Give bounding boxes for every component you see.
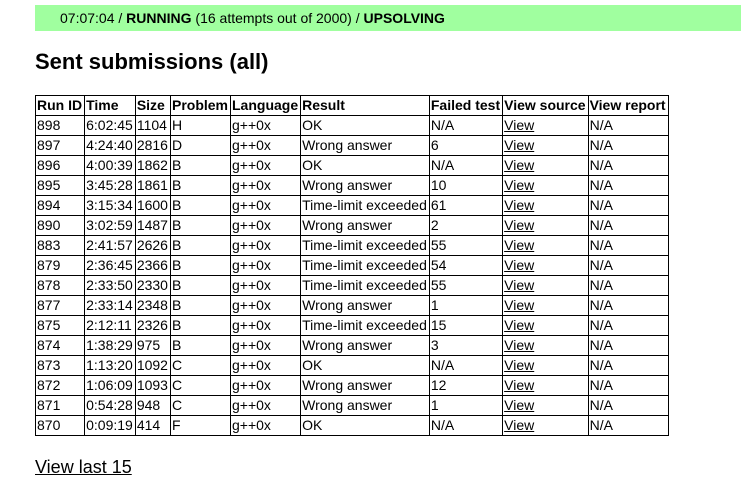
view-source-link[interactable]: View [504,157,535,173]
time-cell: 4:24:40 [85,136,136,156]
size-cell: 1487 [135,216,170,236]
size-header: Size [135,96,170,116]
run-id-cell: 874 [36,336,85,356]
view-source-cell [503,156,588,176]
table-row [36,196,669,216]
view-source-link[interactable]: View [504,277,535,293]
language-cell: g++0x [231,216,301,236]
result-header: Result [301,96,430,116]
page-title: Sent submissions (all) [35,49,269,74]
table-row [36,116,669,136]
time-header: Time [85,96,136,116]
table-row [36,216,669,236]
language-cell: g++0x [231,156,301,176]
language-cell: g++0x [231,276,301,296]
problem-cell: C [170,396,230,416]
size-cell: 1861 [135,176,170,196]
language-cell: g++0x [231,196,301,216]
result-cell: Wrong answer [301,336,430,356]
failed-test-cell: N/A [429,116,502,136]
problem-cell: B [170,296,230,316]
result-cell: Wrong answer [301,376,430,396]
problem-cell: B [170,236,230,256]
table-row [36,376,669,396]
size-cell: 414 [135,416,170,436]
problem-cell: B [170,336,230,356]
view-source-link[interactable]: View [504,417,535,433]
submissions-table [35,95,669,436]
view-source-link[interactable]: View [504,177,535,193]
view-report-cell: N/A [588,416,668,436]
view-source-link[interactable]: View [504,117,535,133]
result-cell: Time-limit exceeded [301,316,430,336]
view-source-cell [503,276,588,296]
size-cell: 1092 [135,356,170,376]
result-cell: OK [301,356,430,376]
view-source-link[interactable]: View [504,137,535,153]
language-cell: g++0x [231,336,301,356]
view-source-cell [503,196,588,216]
time-cell: 2:12:11 [85,316,136,336]
view-source-cell [503,176,588,196]
time-cell: 1:38:29 [85,336,136,356]
size-cell: 2366 [135,256,170,276]
result-cell: Time-limit exceeded [301,276,430,296]
view-source-link[interactable]: View [504,337,535,353]
view-report-cell: N/A [588,116,668,136]
view-report-cell: N/A [588,236,668,256]
size-cell: 2348 [135,296,170,316]
view-source-link[interactable]: View [504,217,535,233]
failed-test-cell: 15 [429,316,502,336]
failed-test-cell: N/A [429,356,502,376]
attempts-info: (16 attempts out of 2000) / [191,10,364,26]
problem-cell: D [170,136,230,156]
view-source-cell [503,296,588,316]
contest-state: RUNNING [126,10,192,26]
problem-cell: B [170,156,230,176]
problem-cell: F [170,416,230,436]
language-cell: g++0x [231,316,301,336]
size-cell: 2626 [135,236,170,256]
view-source-link[interactable]: View [504,377,535,393]
failed-test-cell: N/A [429,416,502,436]
view-report-cell: N/A [588,356,668,376]
run-id-cell: 898 [36,116,85,136]
result-cell: Wrong answer [301,396,430,416]
view-source-link[interactable]: View [504,397,535,413]
run-id-cell: 870 [36,416,85,436]
table-row [36,396,669,416]
table-row [36,356,669,376]
failed-test-cell: 1 [429,296,502,316]
run-id-cell: 871 [36,396,85,416]
run-id-cell: 896 [36,156,85,176]
failed-test-cell: 10 [429,176,502,196]
view-report-cell: N/A [588,316,668,336]
language-header: Language [231,96,301,116]
time-cell: 3:45:28 [85,176,136,196]
view-report-cell: N/A [588,136,668,156]
view-source-cell [503,236,588,256]
run-id-cell: 890 [36,216,85,236]
problem-cell: B [170,256,230,276]
failed-test-cell: 54 [429,256,502,276]
size-cell: 975 [135,336,170,356]
language-cell: g++0x [231,116,301,136]
view-report-cell: N/A [588,216,668,236]
problem-cell: B [170,316,230,336]
run-id-cell: 895 [36,176,85,196]
language-cell: g++0x [231,176,301,196]
problem-cell: C [170,376,230,396]
server-time: 07:07:04 [60,10,115,26]
result-cell: OK [301,416,430,436]
run-id-cell: 897 [36,136,85,156]
result-cell: Time-limit exceeded [301,236,430,256]
failed-test-cell: N/A [429,156,502,176]
language-cell: g++0x [231,236,301,256]
result-cell: Wrong answer [301,176,430,196]
failed-test-cell: 1 [429,396,502,416]
problem-cell: B [170,196,230,216]
time-cell: 1:06:09 [85,376,136,396]
table-header-row [36,96,669,116]
view-source-cell [503,216,588,236]
view-report-cell: N/A [588,176,668,196]
view-report-cell: N/A [588,156,668,176]
status-separator: / [114,10,127,26]
run-id-cell: 873 [36,356,85,376]
size-cell: 2326 [135,316,170,336]
failed-test-cell: 55 [429,276,502,296]
language-cell: g++0x [231,416,301,436]
failed-test-cell: 6 [429,136,502,156]
run-id-cell: 877 [36,296,85,316]
table-row [36,276,669,296]
run-id-cell: 879 [36,256,85,276]
table-row [36,316,669,336]
result-cell: OK [301,116,430,136]
contest-mode: UPSOLVING [363,10,445,26]
problem-cell: B [170,176,230,196]
failed-test-cell: 55 [429,236,502,256]
view-report-cell: N/A [588,196,668,216]
size-cell: 948 [135,396,170,416]
view-source-cell [503,256,588,276]
view-source-link[interactable]: View [504,297,535,313]
table-row [36,176,669,196]
view-source-link[interactable]: View [504,237,535,253]
table-row [36,416,669,436]
time-cell: 0:09:19 [85,416,136,436]
view-last-15-container [35,456,132,478]
time-cell: 1:13:20 [85,356,136,376]
time-cell: 2:33:14 [85,296,136,316]
view-report-cell: N/A [588,276,668,296]
table-row [36,336,669,356]
view-report-cell: N/A [588,296,668,316]
result-cell: Time-limit exceeded [301,256,430,276]
submissions-table-body [36,116,669,436]
time-cell: 3:15:34 [85,196,136,216]
time-cell: 2:41:57 [85,236,136,256]
size-cell: 1104 [135,116,170,136]
view-source-header: View source [503,96,588,116]
run-id-cell: 875 [36,316,85,336]
result-cell: Wrong answer [301,216,430,236]
time-cell: 0:54:28 [85,396,136,416]
view-source-cell [503,376,588,396]
failed-test-cell: 3 [429,336,502,356]
failed-test-cell: 2 [429,216,502,236]
time-cell: 6:02:45 [85,116,136,136]
problem-cell: H [170,116,230,136]
contest-status-bar [35,5,741,31]
run-id-header: Run ID [36,96,85,116]
size-cell: 1093 [135,376,170,396]
view-source-cell [503,116,588,136]
view-source-cell [503,136,588,156]
size-cell: 1600 [135,196,170,216]
failed-test-cell: 61 [429,196,502,216]
table-row [36,156,669,176]
view-source-cell [503,416,588,436]
language-cell: g++0x [231,296,301,316]
table-row [36,136,669,156]
view-last-15-link[interactable]: View last 15 [35,457,132,477]
run-id-cell: 894 [36,196,85,216]
size-cell: 2816 [135,136,170,156]
view-report-cell: N/A [588,336,668,356]
view-source-cell [503,336,588,356]
view-source-link[interactable]: View [504,257,535,273]
language-cell: g++0x [231,376,301,396]
table-row [36,256,669,276]
view-report-cell: N/A [588,256,668,276]
problem-cell: B [170,216,230,236]
problem-cell: B [170,276,230,296]
view-source-link[interactable]: View [504,357,535,373]
time-cell: 4:00:39 [85,156,136,176]
result-cell: Time-limit exceeded [301,196,430,216]
view-report-cell: N/A [588,396,668,416]
problem-header: Problem [170,96,230,116]
size-cell: 1862 [135,156,170,176]
view-source-cell [503,316,588,336]
view-source-cell [503,356,588,376]
run-id-cell: 872 [36,376,85,396]
view-source-link[interactable]: View [504,197,535,213]
problem-cell: C [170,356,230,376]
table-row [36,296,669,316]
result-cell: OK [301,156,430,176]
result-cell: Wrong answer [301,136,430,156]
language-cell: g++0x [231,136,301,156]
view-source-link[interactable]: View [504,317,535,333]
run-id-cell: 883 [36,236,85,256]
language-cell: g++0x [231,396,301,416]
failed-test-header: Failed test [429,96,502,116]
time-cell: 2:33:50 [85,276,136,296]
run-id-cell: 878 [36,276,85,296]
failed-test-cell: 12 [429,376,502,396]
language-cell: g++0x [231,256,301,276]
language-cell: g++0x [231,356,301,376]
time-cell: 3:02:59 [85,216,136,236]
result-cell: Wrong answer [301,296,430,316]
view-report-header: View report [588,96,668,116]
view-source-cell [503,396,588,416]
view-report-cell: N/A [588,376,668,396]
table-row [36,236,669,256]
time-cell: 2:36:45 [85,256,136,276]
size-cell: 2330 [135,276,170,296]
